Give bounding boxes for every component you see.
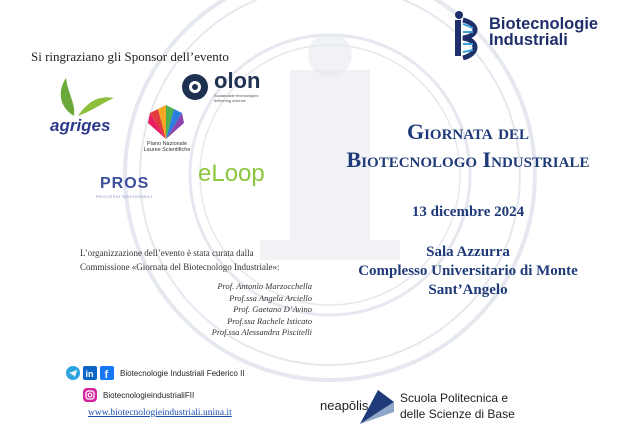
neapolis-shape-icon — [358, 388, 396, 426]
pnls-line-2: Lauree Scientifiche — [143, 147, 191, 153]
telegram-icon[interactable] — [66, 366, 80, 380]
agriges-label: agriges — [50, 116, 111, 135]
brand-line-2: Industriali — [489, 31, 568, 49]
linkedin-icon[interactable] — [83, 366, 97, 380]
sponsors-title: Si ringraziano gli Sponsor dell’evento — [31, 49, 229, 64]
org-line-1: L’organizzazione dell’evento è stata curata dalla — [80, 248, 254, 258]
committee-member: Prof.ssa Alessandra Piscitelli — [211, 327, 312, 337]
pnls-icon — [146, 103, 186, 141]
agriges-logo — [50, 76, 120, 138]
olon-label: olon — [214, 68, 261, 93]
pnls-line-1: Piano Nazionale — [146, 141, 188, 147]
committee-members — [140, 281, 312, 339]
venue-line-3: Sant’Angelo — [428, 282, 508, 298]
committee-member: Prof.ssa Rachele Isticato — [227, 315, 312, 326]
biotecnologie-industriali-logo — [449, 10, 619, 60]
pros-logo — [96, 175, 171, 203]
brand-line-1: Biotecnologie — [489, 15, 599, 33]
school-line-1: Scuola Politecnica e — [400, 391, 509, 405]
committee-member: Prof. Antonio Marzocchella — [217, 281, 312, 291]
venue-line-1: Sala Azzurra — [426, 244, 510, 260]
dna-icon — [449, 10, 485, 60]
event-title-line-2: Biotecnologo Industriale — [346, 147, 590, 172]
venue-line-2: Complesso Universitario di Monte — [358, 263, 578, 279]
svg-text:in: in — [85, 369, 94, 379]
olon-tagline-1: Sustainable technologies — [214, 93, 259, 98]
pros-label: PROS — [100, 175, 150, 192]
olon-tagline-2: delivering science — [214, 98, 246, 103]
organization-note — [80, 246, 320, 274]
pnls-logo — [138, 103, 196, 159]
event-venue — [318, 243, 618, 300]
instagram-handle: BiotecnologieindustrialiFII — [103, 391, 195, 400]
website-link[interactable]: www.biotecnologieindustriali.unina.it — [88, 408, 232, 418]
neapolis-label: neapōlis — [320, 398, 369, 413]
social-name: Biotecnologie Industriali Federico II — [120, 369, 245, 378]
eloop-logo: eLoop — [198, 160, 265, 187]
pros-tagline: PROCESSI SOSTENIBILI — [96, 194, 153, 199]
facebook-icon[interactable] — [100, 366, 114, 380]
event-title — [318, 118, 618, 174]
event-date: 13 dicembre 2024 — [411, 204, 525, 220]
committee-member: Prof.ssa Angela Arciello — [229, 292, 312, 303]
svg-text:f: f — [104, 369, 109, 380]
olon-logo — [180, 70, 275, 106]
instagram-icon[interactable] — [83, 388, 97, 402]
org-line-2: Commissione «Giornata del Biotecnologo Industriale»: — [80, 262, 280, 272]
leaves-icon — [50, 76, 120, 118]
event-title-line-1: Giornata del — [406, 119, 530, 144]
olon-circle-icon — [180, 72, 210, 102]
committee-member: Prof. Gaetano D’Avino — [233, 304, 312, 314]
school-line-2: delle Scienze di Base — [400, 407, 515, 421]
